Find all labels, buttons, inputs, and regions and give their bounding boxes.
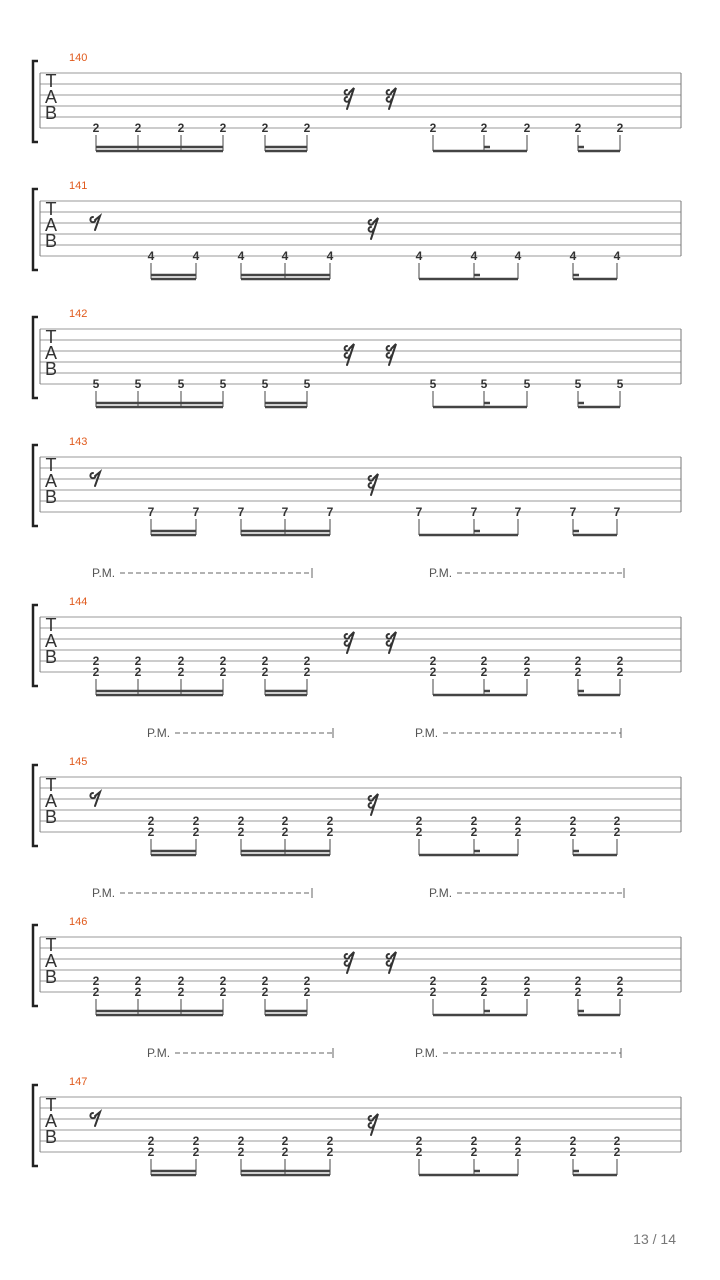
- fret-number: 2: [219, 665, 227, 679]
- tab-clef-letter: B: [44, 1127, 58, 1147]
- tab-clef-letter: B: [44, 359, 58, 379]
- fret-number: 2: [616, 121, 624, 135]
- fret-number: 5: [261, 377, 269, 391]
- fret-number: 2: [514, 1145, 522, 1159]
- fret-number: 7: [569, 505, 577, 519]
- fret-number: 4: [569, 249, 577, 263]
- tab-clef-letter: A: [44, 215, 58, 235]
- fret-number: 7: [470, 505, 478, 519]
- tab-clef-letter: T: [45, 71, 57, 91]
- fret-number: 4: [613, 249, 621, 263]
- fret-number: 2: [326, 814, 334, 828]
- fret-number: 2: [134, 121, 142, 135]
- fret-number: 7: [613, 505, 621, 519]
- fret-number: 2: [470, 1145, 478, 1159]
- fret-number: 2: [261, 654, 269, 668]
- system-bracket: [33, 1085, 38, 1166]
- fret-number: 2: [523, 985, 531, 999]
- fret-number: 2: [92, 985, 100, 999]
- fret-number: 5: [480, 377, 488, 391]
- sixteenth-rest: [369, 218, 378, 239]
- fret-number: 2: [480, 665, 488, 679]
- tab-clef-letter: T: [45, 455, 57, 475]
- fret-number: 2: [514, 825, 522, 839]
- fret-number: 2: [574, 974, 582, 988]
- tab-clef-letter: T: [45, 327, 57, 347]
- fret-number: 2: [480, 654, 488, 668]
- palm-mute-label: P.M.: [147, 1046, 171, 1060]
- fret-number: 2: [480, 974, 488, 988]
- fret-number: 2: [415, 1145, 423, 1159]
- tab-clef-letter: B: [44, 487, 58, 507]
- fret-number: 7: [147, 505, 155, 519]
- measure-number: 146: [69, 916, 88, 928]
- fret-number: 2: [470, 825, 478, 839]
- fret-number: 2: [429, 974, 437, 988]
- tab-clef-letter: B: [44, 807, 58, 827]
- fret-number: 4: [514, 249, 522, 263]
- fret-number: 5: [92, 377, 100, 391]
- fret-number: 2: [523, 121, 531, 135]
- fret-number: 2: [219, 974, 227, 988]
- fret-number: 2: [177, 654, 185, 668]
- fret-number: 2: [192, 1134, 200, 1148]
- tab-clef-letter: A: [44, 791, 58, 811]
- fret-number: 2: [470, 814, 478, 828]
- fret-number: 2: [177, 665, 185, 679]
- fret-number: 2: [326, 1145, 334, 1159]
- fret-number: 5: [219, 377, 227, 391]
- fret-number: 2: [429, 665, 437, 679]
- tab-clef-letter: B: [44, 231, 58, 251]
- fret-number: 2: [613, 1145, 621, 1159]
- fret-number: 2: [574, 985, 582, 999]
- fret-number: 2: [303, 121, 311, 135]
- tab-clef-letter: T: [45, 935, 57, 955]
- fret-number: 2: [281, 1134, 289, 1148]
- tab-clef-letter: T: [45, 1095, 57, 1115]
- fret-number: 7: [281, 505, 289, 519]
- fret-number: 7: [192, 505, 200, 519]
- fret-number: 2: [613, 825, 621, 839]
- fret-number: 2: [281, 825, 289, 839]
- fret-number: 2: [480, 985, 488, 999]
- fret-number: 2: [177, 974, 185, 988]
- fret-number: 2: [134, 654, 142, 668]
- fret-number: 2: [237, 825, 245, 839]
- fret-number: 5: [429, 377, 437, 391]
- tab-clef-letter: B: [44, 103, 58, 123]
- palm-mute-label: P.M.: [92, 566, 116, 580]
- fret-number: 2: [147, 814, 155, 828]
- fret-number: 4: [192, 249, 200, 263]
- fret-number: 7: [237, 505, 245, 519]
- fret-number: 2: [326, 825, 334, 839]
- tab-clef-letter: B: [44, 967, 58, 987]
- fret-number: 2: [415, 1134, 423, 1148]
- fret-number: 2: [616, 665, 624, 679]
- fret-number: 2: [261, 974, 269, 988]
- fret-number: 2: [281, 814, 289, 828]
- tab-clef-letter: B: [44, 647, 58, 667]
- fret-number: 4: [147, 249, 155, 263]
- tab-clef-letter: T: [45, 775, 57, 795]
- tab-clef-letter: A: [44, 1111, 58, 1131]
- fret-number: 2: [192, 1145, 200, 1159]
- fret-number: 2: [616, 974, 624, 988]
- fret-number: 2: [523, 974, 531, 988]
- fret-number: 2: [261, 121, 269, 135]
- fret-number: 7: [514, 505, 522, 519]
- palm-mute-label: P.M.: [147, 726, 171, 740]
- measure-number: 142: [69, 308, 88, 320]
- fret-number: 2: [303, 654, 311, 668]
- fret-number: 2: [261, 985, 269, 999]
- measure-number: 140: [69, 52, 88, 64]
- system-bracket: [33, 445, 38, 526]
- fret-number: 2: [134, 974, 142, 988]
- fret-number: 2: [429, 654, 437, 668]
- measure-number: 147: [69, 1076, 88, 1088]
- fret-number: 2: [303, 985, 311, 999]
- palm-mute-label: P.M.: [415, 726, 439, 740]
- fret-number: 5: [574, 377, 582, 391]
- fret-number: 5: [303, 377, 311, 391]
- fret-number: 2: [303, 665, 311, 679]
- fret-number: 2: [569, 1145, 577, 1159]
- tab-clef-letter: T: [45, 615, 57, 635]
- fret-number: 7: [326, 505, 334, 519]
- tab-clef-letter: A: [44, 631, 58, 651]
- fret-number: 2: [177, 121, 185, 135]
- fret-number: 5: [134, 377, 142, 391]
- fret-number: 7: [415, 505, 423, 519]
- fret-number: 2: [147, 1145, 155, 1159]
- system-bracket: [33, 317, 38, 398]
- sixteenth-rest: [369, 794, 378, 815]
- measure-number: 141: [69, 180, 88, 192]
- fret-number: 4: [470, 249, 478, 263]
- sixteenth-rest: [369, 474, 378, 495]
- fret-number: 2: [92, 654, 100, 668]
- fret-number: 2: [92, 974, 100, 988]
- tab-clef-letter: A: [44, 471, 58, 491]
- fret-number: 2: [429, 985, 437, 999]
- measure-number: 144: [69, 596, 88, 608]
- fret-number: 2: [261, 665, 269, 679]
- fret-number: 2: [514, 814, 522, 828]
- fret-number: 2: [574, 665, 582, 679]
- fret-number: 2: [192, 825, 200, 839]
- fret-number: 2: [613, 1134, 621, 1148]
- fret-number: 2: [569, 814, 577, 828]
- system-bracket: [33, 605, 38, 686]
- fret-number: 2: [147, 825, 155, 839]
- fret-number: 2: [303, 974, 311, 988]
- measure-number: 143: [69, 436, 88, 448]
- fret-number: 2: [147, 1134, 155, 1148]
- fret-number: 2: [480, 121, 488, 135]
- fret-number: 2: [523, 665, 531, 679]
- fret-number: 2: [237, 814, 245, 828]
- fret-number: 2: [616, 654, 624, 668]
- fret-number: 4: [326, 249, 334, 263]
- system-bracket: [33, 189, 38, 270]
- fret-number: 2: [415, 814, 423, 828]
- fret-number: 5: [616, 377, 624, 391]
- system-bracket: [33, 765, 38, 846]
- tab-clef-letter: T: [45, 199, 57, 219]
- fret-number: 4: [237, 249, 245, 263]
- tab-clef-letter: A: [44, 87, 58, 107]
- fret-number: 4: [415, 249, 423, 263]
- measure-number: 145: [69, 756, 88, 768]
- fret-number: 5: [523, 377, 531, 391]
- fret-number: 2: [219, 985, 227, 999]
- fret-number: 2: [326, 1134, 334, 1148]
- fret-number: 2: [92, 665, 100, 679]
- system-bracket: [33, 925, 38, 1006]
- fret-number: 2: [237, 1134, 245, 1148]
- fret-number: 2: [470, 1134, 478, 1148]
- tab-clef-letter: A: [44, 951, 58, 971]
- fret-number: 2: [92, 121, 100, 135]
- fret-number: 2: [574, 654, 582, 668]
- fret-number: 2: [134, 665, 142, 679]
- palm-mute-label: P.M.: [429, 886, 453, 900]
- sixteenth-rest: [369, 1114, 378, 1135]
- fret-number: 2: [219, 121, 227, 135]
- fret-number: 2: [415, 825, 423, 839]
- fret-number: 2: [574, 121, 582, 135]
- fret-number: 2: [569, 825, 577, 839]
- page-number: 13 / 14: [633, 1231, 676, 1247]
- tab-clef-letter: A: [44, 343, 58, 363]
- palm-mute-label: P.M.: [415, 1046, 439, 1060]
- fret-number: 2: [237, 1145, 245, 1159]
- fret-number: 2: [616, 985, 624, 999]
- palm-mute-label: P.M.: [92, 886, 116, 900]
- system-bracket: [33, 61, 38, 142]
- fret-number: 2: [613, 814, 621, 828]
- fret-number: 2: [134, 985, 142, 999]
- fret-number: 2: [523, 654, 531, 668]
- fret-number: 2: [177, 985, 185, 999]
- fret-number: 2: [219, 654, 227, 668]
- palm-mute-label: P.M.: [429, 566, 453, 580]
- fret-number: 4: [281, 249, 289, 263]
- fret-number: 5: [177, 377, 185, 391]
- fret-number: 2: [281, 1145, 289, 1159]
- fret-number: 2: [192, 814, 200, 828]
- fret-number: 2: [429, 121, 437, 135]
- fret-number: 2: [569, 1134, 577, 1148]
- fret-number: 2: [514, 1134, 522, 1148]
